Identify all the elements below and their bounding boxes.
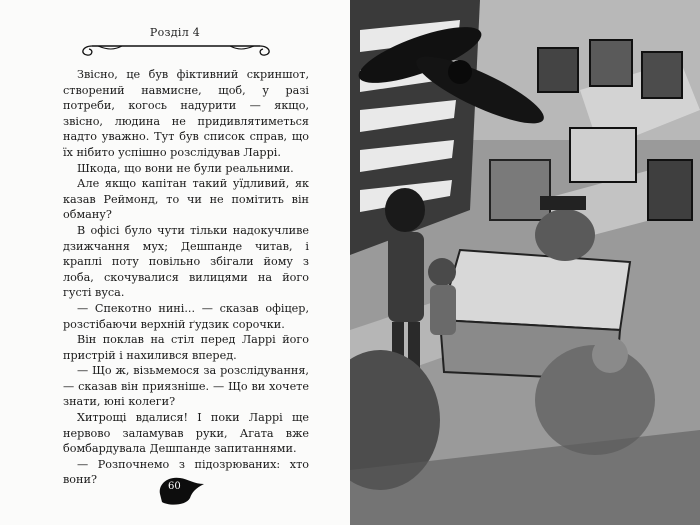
paragraph-7: — Що ж, візьмемося за розслідування, — сказав він приязніше. — Що ви хочете знати, юні колеги? [63, 364, 309, 409]
paragraph-4: В офісі було чути тільки надокучливе дзижчання мух; Дешпанде читав, і краплі поту повільно збігали йому з лоба, скочувалися вилицями на його густі вуса. [63, 223, 309, 300]
paragraph-2: Шкода, що вони не були реальними. [77, 161, 294, 175]
paragraph-3: Але якщо капітан такий уїдливий, як казав Реймонд, то чи не помітить він обману? [63, 177, 309, 222]
flourish-divider-icon [78, 36, 274, 60]
office-scene-illustration [350, 0, 700, 525]
page-number: 60 [168, 481, 181, 492]
paragraph-6: Він поклав на стіл перед Ларрі його пристрій і нахилився вперед. [63, 333, 309, 362]
paragraph-5: — Спекотно нині... — сказав офіцер, розстібаючи верхній ґудзик сорочки. [63, 301, 309, 331]
illustration-page [350, 0, 700, 525]
body-text [63, 67, 309, 488]
paragraph-9: — Розпочнемо з підозрюваних: хто вони? [63, 457, 309, 487]
chapter-heading: Розділ 4 [149, 26, 201, 39]
paragraph-8: Хитрощі вдалися! І поки Ларрі ще нервово заламував руки, Агата вже бомбардувала Дешпанде запитаннями. [63, 411, 309, 456]
paragraph-1: Звісно, це був фіктивний скриншот, створений навмисне, щоб, у разі потреби, когось надурити — якщо, звісно, людина не придивлятиметься надто уважно. Тут був список справ, що їх нібито успішно розслідував Ларрі. [63, 68, 309, 159]
page-number-badge [152, 472, 206, 508]
